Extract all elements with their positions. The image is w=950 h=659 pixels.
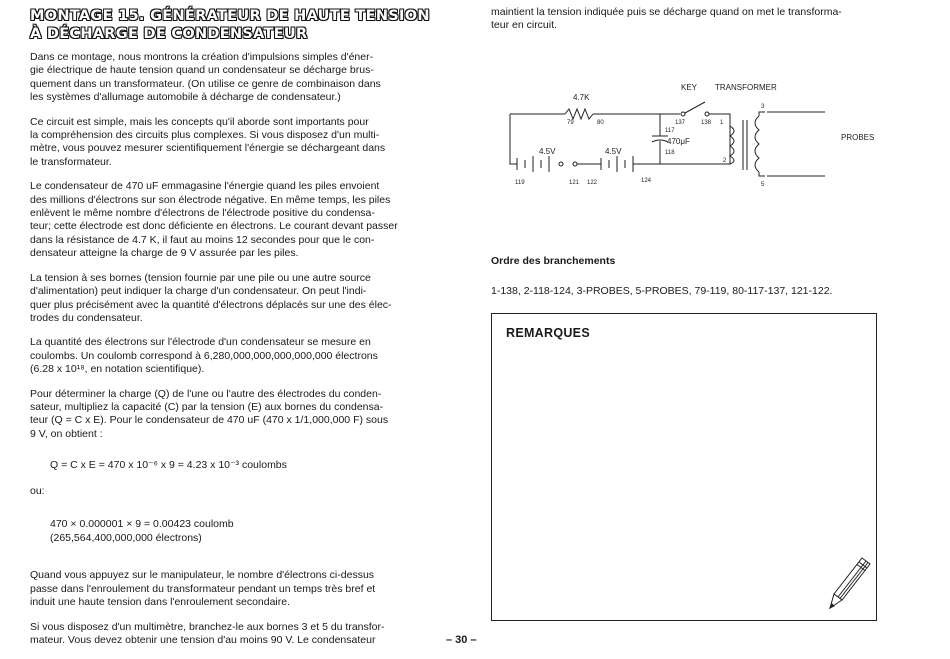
battery-1-label: 4.5V bbox=[539, 147, 556, 156]
right-column-intro: maintient la tension indiquée puis se décharge quand on met le transforma- teur en circuit. bbox=[491, 6, 842, 32]
battery-2-label: 4.5V bbox=[605, 147, 622, 156]
formula-block bbox=[30, 445, 440, 558]
winding-5: 5 bbox=[761, 182, 765, 188]
paragraph-voltage: La tension à ses bornes (tension fournie par une pile ou une autre source d'alimentation) peut indiquer la charge d'un condensateur. On peut l'indi- quer plus précisément avec la quantité d'électrons déplacés sur une des élec- trodes du condensateur. bbox=[30, 271, 392, 324]
resistor-label: 4.7K bbox=[573, 93, 590, 102]
paragraph-manipulator: Quand vous appuyez sur le manipulateur, le nombre d'électrons ci-dessus passe dans l'enroulement du transformateur pendant un temps très bref et induit une haute tension dans l'enroulement secondaire. bbox=[30, 569, 376, 609]
order-heading: Ordre des branchements bbox=[491, 255, 616, 267]
secondary-coil bbox=[755, 116, 759, 172]
key-label: KEY bbox=[681, 83, 698, 92]
terminal-121: 121 bbox=[569, 180, 580, 186]
order-text: 1-138, 2-118-124, 3-PROBES, 5-PROBES, 79-119, 80-117-137, 121-122. bbox=[491, 285, 833, 297]
terminal-79: 79 bbox=[567, 120, 574, 126]
winding-2: 2 bbox=[723, 158, 727, 164]
terminal-138: 138 bbox=[701, 120, 712, 126]
formula-ou: ou: bbox=[30, 485, 45, 498]
page-title bbox=[30, 7, 450, 43]
remarques-title: REMARQUES bbox=[506, 326, 590, 340]
left-column bbox=[30, 51, 440, 658]
terminal-122: 122 bbox=[587, 180, 598, 186]
pencil-icon bbox=[826, 554, 874, 614]
winding-1: 1 bbox=[720, 120, 724, 126]
paragraph-charge: Pour déterminer la charge (Q) de l'une ou l'autre des électrodes du conden- sateur, multipliez la capacité (C) par la tension (E) aux bornes du condensa- teur (Q = C x E). Pour le condensateur de 470 uF (470 x 1/1,000,000 F) sous 9 V, on obtient : bbox=[30, 387, 389, 440]
remarques-box bbox=[491, 313, 877, 621]
terminal-117: 117 bbox=[665, 128, 675, 134]
paragraph-coulombs: La quantité des électrons sur l'électrode d'un condensateur se mesure en coulombs. Un coulomb correspond à 6,280,000,000,000,000,000 électrons (6.28 x 10¹⁸, en notation scientifique). bbox=[30, 336, 378, 376]
terminal-137: 137 bbox=[675, 120, 686, 126]
paragraph-intro: Dans ce montage, nous montrons la création d'impulsions simples d'éner- gie électrique de haute tension quand un condensateur se décharge brus- quement dans un transformateur. (On utilise ce genre de combinaison dans les systèmes d'allumage automobile à décharge de condensateur.) bbox=[30, 51, 381, 104]
resistor-symbol bbox=[565, 109, 593, 119]
transformer-label: TRANSFORMER bbox=[715, 83, 777, 92]
title-line-1: MONTAGE 15. GÉNÉRATEUR DE HAUTE TENSION bbox=[30, 8, 430, 24]
winding-3: 3 bbox=[761, 104, 765, 110]
terminal-124: 124 bbox=[641, 178, 652, 184]
formula-calculation: 470 × 0.000001 × 9 = 0.00423 coulomb (265,564,400,000,000 électrons) bbox=[50, 518, 234, 544]
page-number: – 30 – bbox=[446, 634, 477, 646]
primary-coil bbox=[730, 126, 734, 164]
probes-label: PROBES bbox=[841, 133, 875, 142]
capacitor-label: 470μF bbox=[667, 137, 690, 146]
title-line-2: À DÉCHARGE DE CONDENSATEUR bbox=[30, 26, 308, 42]
terminal-80: 80 bbox=[597, 120, 604, 126]
terminal-118: 118 bbox=[665, 150, 675, 156]
circuit-schematic bbox=[505, 78, 895, 190]
paragraph-multimeter: Si vous disposez d'un multimètre, branchez-le aux bornes 3 et 5 du transfor- mateur. Vous devez obtenir une tension d'au moins 90 V. Le condensateur bbox=[30, 620, 385, 647]
formula-equation: Q = C x E = 470 x 10⁻⁶ x 9 = 4.23 x 10⁻³ coulombs bbox=[50, 458, 287, 471]
terminal-119: 119 bbox=[515, 180, 525, 186]
paragraph-concepts: Ce circuit est simple, mais les concepts qu'il aborde sont importants pour la compréhension des circuits plus complexes. Si vous disposez d'un multi- mètre, vous pouvez mesurer scientifiquement l'énergie se déchargeant dans le transformateur. bbox=[30, 115, 386, 168]
paragraph-capacitor: Le condensateur de 470 uF emmagasine l'énergie quand les piles envoient des millions d'électrons sur son électrode négative. En même temps, les piles enlèvent le même nombre d'électrons de l'électrode positive du condensa- teur; cette électrode est donc déficiente en électrons. Le courant devant passer dans la résistance de 4.7 K, il faut au moins 12 secondes pour que le con- densateur atteigne la charge de 9 V assurée par les piles. bbox=[30, 180, 398, 260]
